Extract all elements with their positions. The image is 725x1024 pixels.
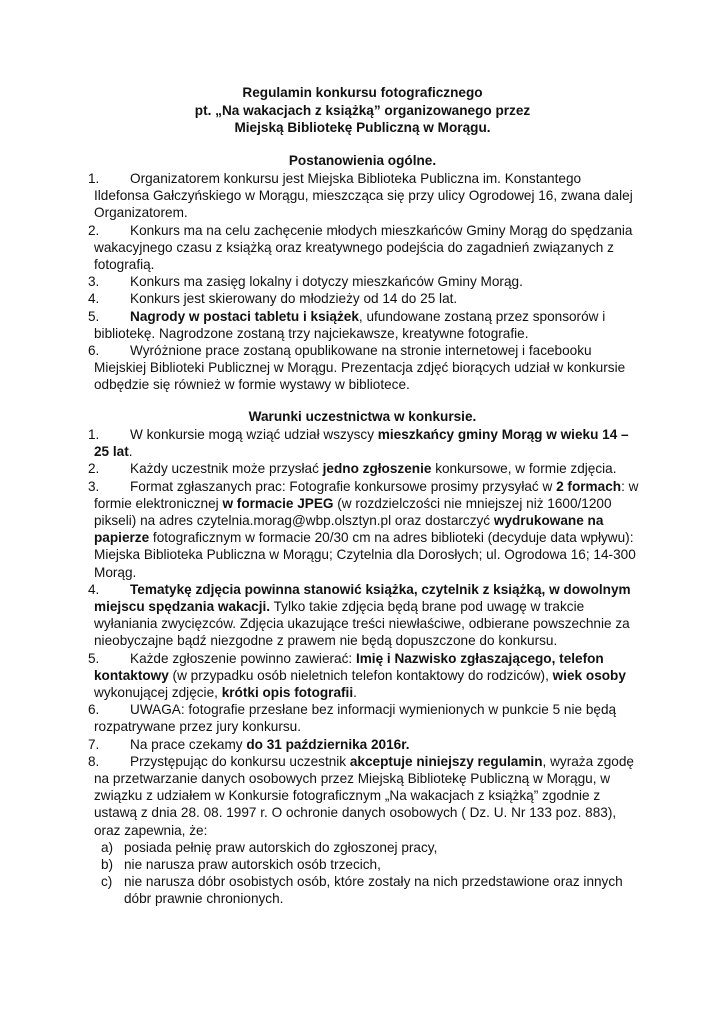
- sub-item-letter: a): [101, 839, 114, 855]
- item-bold-text: wiek osoby: [552, 667, 626, 683]
- item-bold-text: do 31 października 2016r.: [246, 736, 410, 752]
- item-bold-text: Tematykę zdjęcia powinna stanowić książka, czytelnik z książką, w dowolnym miejscu spędzania wakacji.: [94, 581, 631, 615]
- title-line-2: pt. „Na wakacjach z książką” organizowanego przez: [194, 102, 531, 118]
- item-text: wykonującej zdjęcie,: [94, 685, 222, 701]
- sub-item-text: nie narusza praw autorskich osób trzecich,: [124, 857, 381, 873]
- item-text: W konkursie mogą wziąć udział wszyscy: [130, 427, 378, 442]
- sub-list-item: [80, 839, 640, 856]
- item-text: (w przypadku osób nieletnich telefon kontaktowy do rodziców),: [168, 667, 553, 683]
- sub-item-text: posiada pełnię praw autorskich do zgłoszonej pracy,: [124, 839, 438, 855]
- item-text: Organizatorem konkursu jest Miejska Biblioteka Publiczna im. Konstantego Ildefonsa Gałczyńskiego w Morągu, mieszcząca się przy ulicy Ogrodowej 16, zwana dalej Organizatorem.: [94, 171, 633, 221]
- item-text: Konkurs jest skierowany do młodzieży od 14 do 25 lat.: [130, 291, 458, 307]
- item-number: 7.: [88, 736, 100, 752]
- list-item: [80, 222, 640, 274]
- item-text: konkursowe, w formie zdjęcia.: [431, 461, 617, 477]
- list-item: [80, 273, 640, 290]
- list-item: [80, 753, 640, 839]
- item-bold-text: wydrukowane na papierze: [94, 513, 604, 546]
- sub-list-item: [80, 873, 640, 907]
- list-item: [80, 460, 640, 477]
- item-bold-text: mieszkańcy gminy Morąg w wieku 14 – 25 lat: [94, 427, 629, 460]
- item-number: 4.: [88, 581, 100, 597]
- item-bold-text: jedno zgłoszenie: [322, 461, 432, 477]
- item-number: 1.: [88, 171, 100, 186]
- conditions-list: [80, 426, 640, 908]
- item-text: Format zgłaszanych prac: Fotografie konkursowe prosimy przysyłać w: [130, 478, 557, 494]
- item-text: , ufundowane zostaną przez sponsorów i bibliotekę. Nagrodzone zostaną trzy najciekawsze, kreatywne fotografie.: [94, 308, 606, 341]
- item-text: Każdy uczestnik może przysłać: [130, 461, 323, 477]
- item-bold-text: krótki opis fotografii: [221, 685, 354, 701]
- sub-item-text: nie narusza dóbr osobistych osób, które zostały na nich przedstawione oraz innych dóbr prawnie chronionych.: [124, 874, 623, 907]
- item-bold-text: w formacie JPEG: [222, 495, 334, 511]
- item-text: Na prace czekamy: [130, 736, 247, 752]
- section-heading-general: Postanowienia ogólne.: [288, 153, 437, 168]
- sub-item-letter: b): [101, 857, 114, 873]
- item-number: 8.: [88, 753, 100, 769]
- title-line-1: Regulamin konkursu fotograficznego: [242, 85, 483, 100]
- list-item: [80, 736, 640, 753]
- item-text: : w formie elektronicznej: [94, 478, 639, 511]
- item-number: 5.: [88, 650, 100, 666]
- list-item: [80, 426, 640, 460]
- list-item: [80, 581, 640, 650]
- list-item: [80, 290, 640, 307]
- document-title: [0, 84, 725, 137]
- item-text: Tylko takie zdjęcia będą brane pod uwagę w trakcie wyłaniania zwycięzców. Zdjęcia ukazujące treści niewłaściwe, odbierane powszechnie za nieobyczajne bądź niezgodne z prawem nie będą dopuszczone do konkursu.: [94, 599, 630, 649]
- item-text: Konkurs ma zasięg lokalny i dotyczy mieszkańców Gminy Morąg.: [130, 274, 523, 290]
- item-number: 5.: [88, 308, 100, 324]
- list-item: [80, 342, 640, 394]
- item-number: 2.: [88, 461, 100, 477]
- list-item: [80, 170, 640, 222]
- item-bold-text: 2 formach: [556, 478, 622, 494]
- item-text: fotograficznym w formacie 20/30 cm na adres biblioteki (decyduje data wpływu): Miejska Biblioteka Publiczna w Morągu; Czytelnia dla Dorosłych; ul. Ogrodowa 16; 14-300 Morąg.: [94, 530, 636, 580]
- item-number: 2.: [88, 222, 100, 238]
- item-text: Konkurs ma na celu zachęcenie młodych mieszkańców Gminy Morąg do spędzania wakacyjnego czasu z książką oraz kreatywnego podejścia do zagadnień związanych z fotografią.: [94, 222, 633, 273]
- item-text: UWAGA: fotografie przesłane bez informacji wymienionych w punkcie 5 nie będą rozpatrywane przez jury konkursu.: [94, 702, 617, 735]
- item-text: Wyróżnione prace zostaną opublikowane na stronie internetowej i facebooku Miejskiej Biblioteki Publicznej w Morągu. Prezentacja zdjęć biorących udział w konkursie odbędzie się również w formie wystawy w bibliotece.: [94, 343, 626, 393]
- list-item: [80, 650, 640, 702]
- item-text: , wyraża zgodę na przetwarzanie danych osobowych przez Miejską Bibliotekę Publiczną w Morągu, w związku z udziałem w Konkursie fotograficznym „Na wakacjach z książką” zgodnie z ustawą z dnia 28. 08. 1997 r. O ochronie danych osobowych ( Dz. U. Nr 133 poz. 883), oraz zapewnia, że:: [94, 753, 634, 838]
- item-bold-text: Imię i Nazwisko zgłaszającego, telefon kontaktowy: [94, 650, 604, 683]
- item-text: .: [128, 444, 133, 460]
- item-number: 6.: [88, 343, 100, 359]
- item-text: Każde zgłoszenie powinno zawierać:: [130, 650, 356, 666]
- item-number: 4.: [88, 291, 100, 307]
- item-bold-text: akceptuje niniejszy regulamin: [349, 753, 543, 769]
- section-heading-conditions: Warunki uczestnictwa w konkursie.: [248, 409, 477, 424]
- sub-list-item: [80, 856, 640, 873]
- item-text: .: [353, 685, 357, 701]
- sub-item-letter: c): [101, 874, 113, 890]
- item-text: (w rozdzielczości nie mniejszej niż 1600/1200 pikseli) na adres czytelnia.morag@wbp.olsztyn.pl oraz dostarczyć: [94, 495, 612, 529]
- list-item: [80, 308, 640, 342]
- general-list: [80, 170, 640, 394]
- item-number: 6.: [88, 702, 100, 718]
- item-bold-text: Nagrody w postaci tabletu i książek: [130, 308, 359, 324]
- item-number: 3.: [88, 478, 100, 494]
- item-number: 1.: [88, 427, 100, 442]
- list-item: [80, 478, 640, 581]
- item-number: 3.: [88, 274, 100, 290]
- title-line-3: Miejską Bibliotekę Publiczną w Morągu.: [234, 120, 491, 136]
- item-text: Przystępując do konkursu uczestnik: [130, 753, 350, 769]
- list-item: [80, 701, 640, 735]
